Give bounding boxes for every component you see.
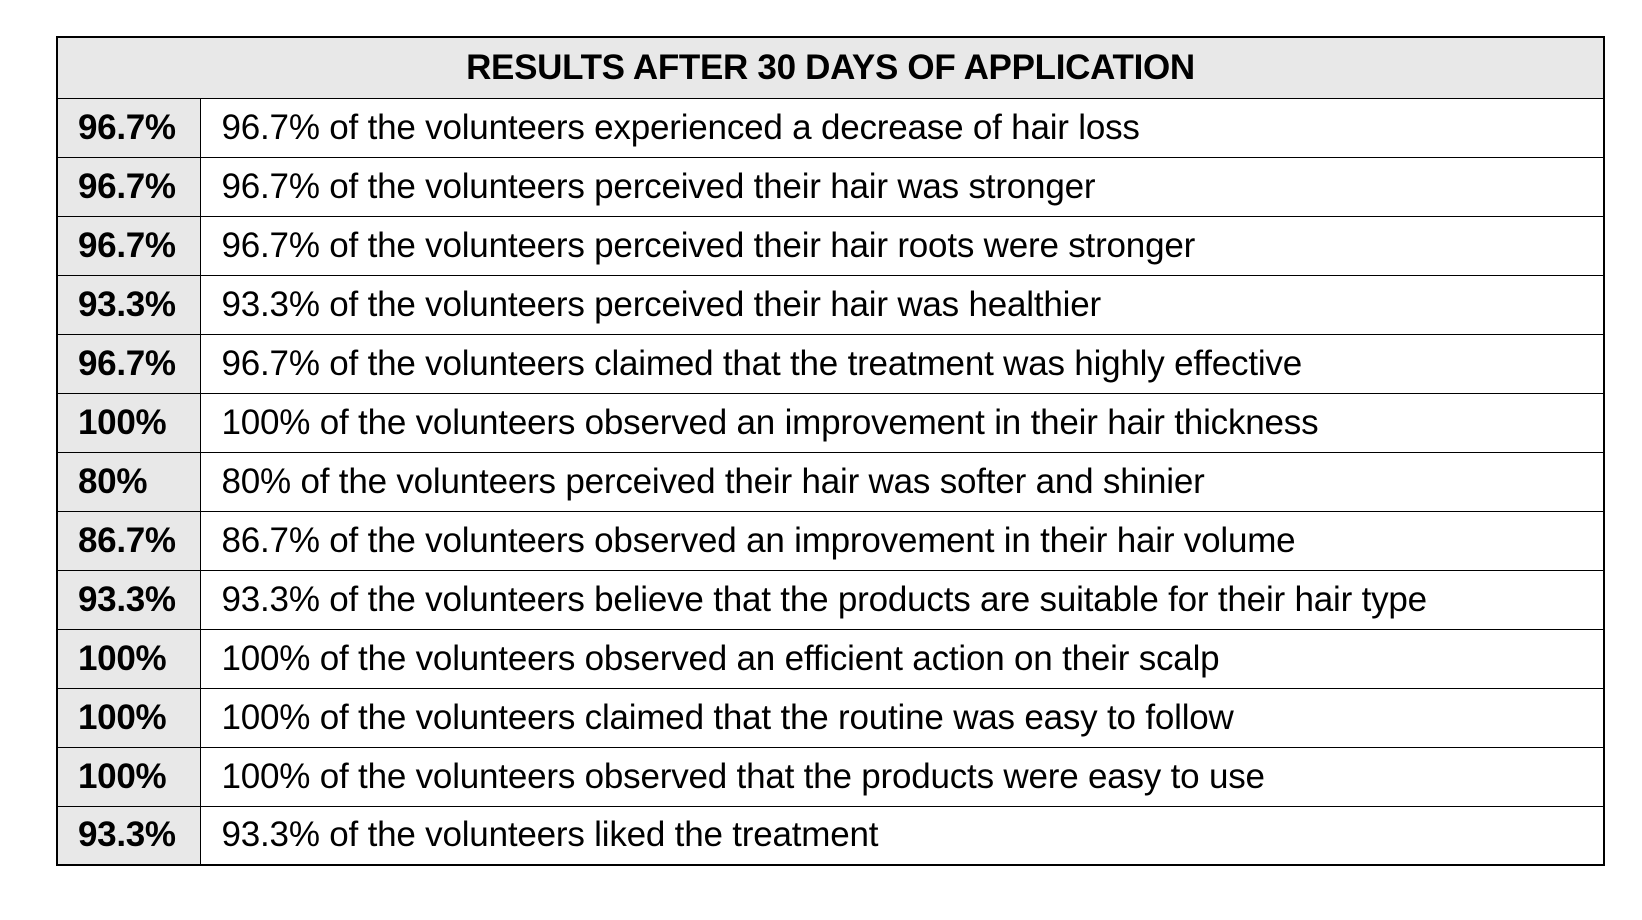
percent-cell: 100%	[57, 747, 200, 806]
description-cell: 93.3% of the volunteers perceived their hair was healthier	[200, 275, 1604, 334]
description-cell: 96.7% of the volunteers perceived their hair was stronger	[200, 157, 1604, 216]
table-title: RESULTS AFTER 30 DAYS OF APPLICATION	[57, 37, 1604, 98]
percent-cell: 96.7%	[57, 157, 200, 216]
description-cell: 96.7% of the volunteers claimed that the treatment was highly effective	[200, 334, 1604, 393]
percent-cell: 93.3%	[57, 806, 200, 865]
table-row	[57, 393, 1604, 452]
table-body	[57, 98, 1604, 865]
percent-cell: 96.7%	[57, 98, 200, 157]
percent-cell: 100%	[57, 688, 200, 747]
description-cell: 100% of the volunteers observed that the products were easy to use	[200, 747, 1604, 806]
table-header-row	[57, 37, 1604, 98]
description-cell: 96.7% of the volunteers experienced a decrease of hair loss	[200, 98, 1604, 157]
percent-cell: 93.3%	[57, 275, 200, 334]
table-row	[57, 629, 1604, 688]
table-row	[57, 511, 1604, 570]
percent-cell: 100%	[57, 393, 200, 452]
description-cell: 100% of the volunteers observed an improvement in their hair thickness	[200, 393, 1604, 452]
percent-cell: 100%	[57, 629, 200, 688]
description-cell: 100% of the volunteers observed an efficient action on their scalp	[200, 629, 1604, 688]
table-row	[57, 570, 1604, 629]
percent-cell: 93.3%	[57, 570, 200, 629]
percent-cell: 96.7%	[57, 334, 200, 393]
table-row	[57, 452, 1604, 511]
results-table	[56, 36, 1605, 866]
description-cell: 93.3% of the volunteers liked the treatment	[200, 806, 1604, 865]
description-cell: 80% of the volunteers perceived their hair was softer and shinier	[200, 452, 1604, 511]
description-cell: 86.7% of the volunteers observed an improvement in their hair volume	[200, 511, 1604, 570]
table-row	[57, 806, 1604, 865]
percent-cell: 86.7%	[57, 511, 200, 570]
table-row	[57, 688, 1604, 747]
table-row	[57, 334, 1604, 393]
table-row	[57, 747, 1604, 806]
description-cell: 93.3% of the volunteers believe that the products are suitable for their hair type	[200, 570, 1604, 629]
table-row	[57, 216, 1604, 275]
description-cell: 100% of the volunteers claimed that the routine was easy to follow	[200, 688, 1604, 747]
table-row	[57, 157, 1604, 216]
percent-cell: 80%	[57, 452, 200, 511]
description-cell: 96.7% of the volunteers perceived their hair roots were stronger	[200, 216, 1604, 275]
percent-cell: 96.7%	[57, 216, 200, 275]
table-row	[57, 98, 1604, 157]
table-row	[57, 275, 1604, 334]
